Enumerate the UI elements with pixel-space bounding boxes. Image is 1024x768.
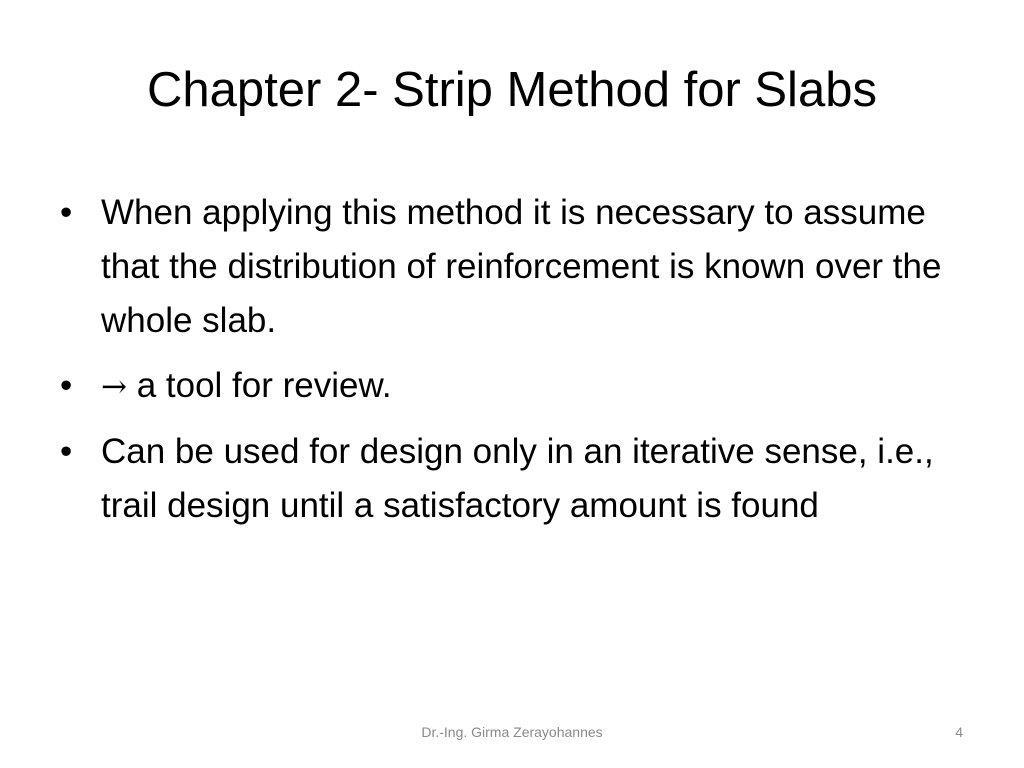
bullet-marker: •: [60, 432, 73, 471]
slide-title: Chapter 2- Strip Method for Slabs: [147, 63, 877, 117]
bullet-item-1: [60, 186, 960, 348]
bullet-list: [60, 186, 960, 544]
bullet-marker: •: [60, 193, 73, 232]
arrow-icon: →: [101, 369, 127, 405]
bullet-marker: •: [60, 366, 73, 405]
bullet-text: When applying this method it is necessary to assume that the distribution of reinforcement is known over the whole slab.: [101, 193, 942, 340]
bullet-text: Can be used for design only in an iterative sense, i.e., trail design until a satisfactory amount is found: [101, 432, 934, 525]
bullet-text: a tool for review.: [126, 366, 392, 405]
bullet-item-2: [60, 359, 960, 414]
slide-number: 4: [955, 724, 963, 740]
bullet-item-3: [60, 425, 960, 533]
slide-footer: Dr.-Ing. Girma Zerayohannes: [421, 724, 603, 740]
